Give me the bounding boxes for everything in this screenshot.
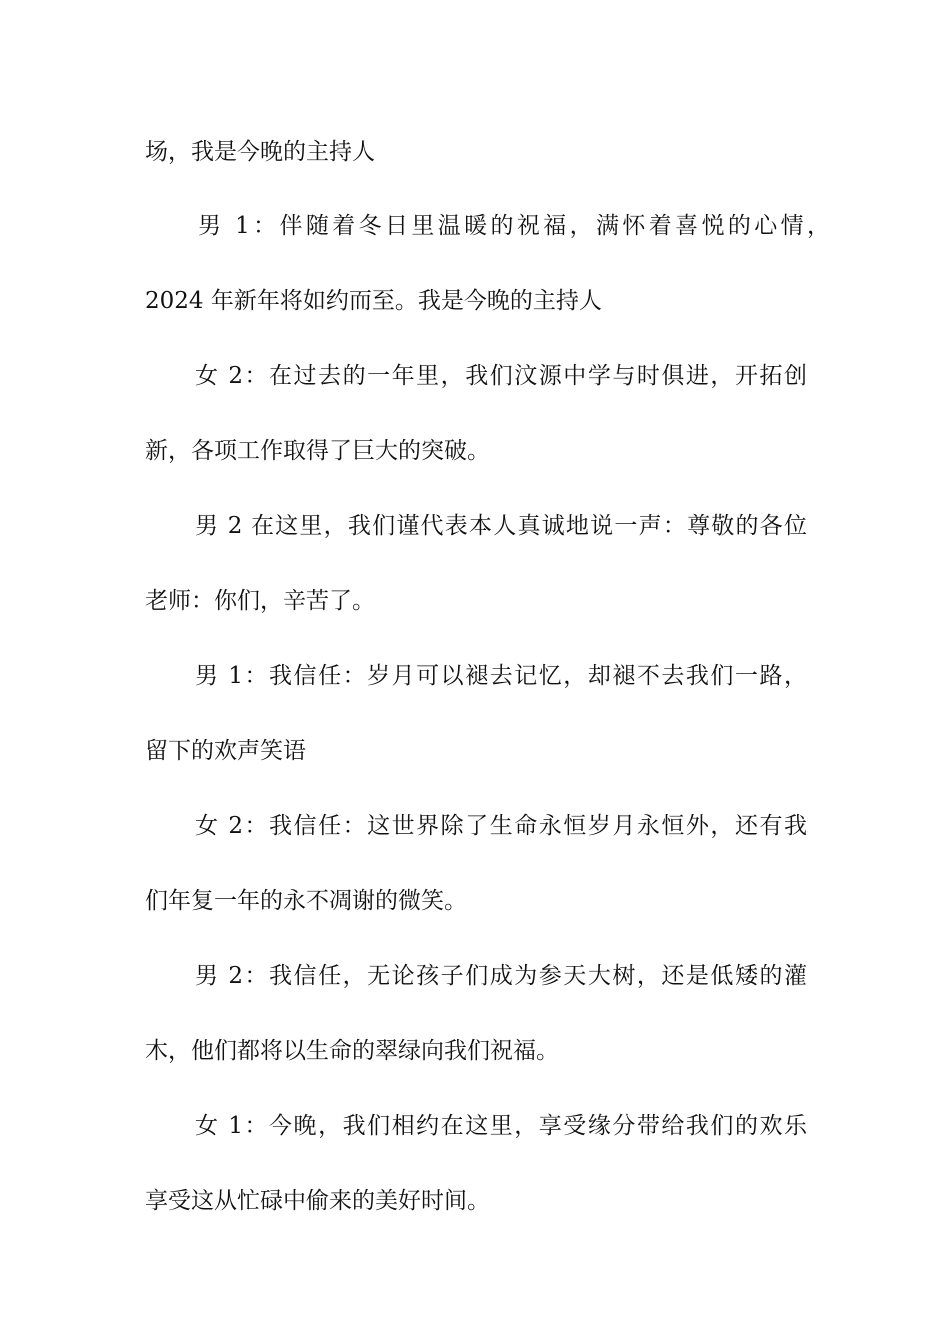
text-line-11: 们年复一年的永不凋谢的微笑。 — [145, 888, 467, 914]
text-line-1: 场，我是今晚的主持人 — [145, 139, 375, 165]
text-line-12: 男 2：我信任，无论孩子们成为参天大树，还是低矮的灌 — [195, 963, 807, 989]
text-line-2: 男 1：伴随着冬日里温暖的祝福，满怀着喜悦的心情， — [198, 213, 830, 239]
text-line-14: 女 1：今晚，我们相约在这里，享受缘分带给我们的欢乐 — [195, 1113, 807, 1139]
text-line-6: 男 2 在这里，我们谨代表本人真诚地说一声：尊敬的各位 — [195, 513, 807, 539]
text-line-13: 木，他们都将以生命的翠绿向我们祝福。 — [145, 1038, 559, 1064]
text-line-3: 2024 年新年将如约而至。我是今晚的主持人 — [145, 288, 602, 314]
text-line-9: 留下的欢声笑语 — [145, 738, 306, 764]
text-line-4: 女 2：在过去的一年里，我们汶源中学与时俱进，开拓创 — [195, 363, 807, 389]
text-line-5: 新，各项工作取得了巨大的突破。 — [145, 438, 490, 464]
text-line-10: 女 2：我信任：这世界除了生命永恒岁月永恒外，还有我 — [195, 813, 807, 839]
text-line-15: 享受这从忙碌中偷来的美好时间。 — [145, 1188, 490, 1214]
text-line-8: 男 1：我信任：岁月可以褪去记忆，却褪不去我们一路， — [195, 663, 807, 689]
text-line-7: 老师：你们，辛苦了。 — [145, 588, 375, 614]
